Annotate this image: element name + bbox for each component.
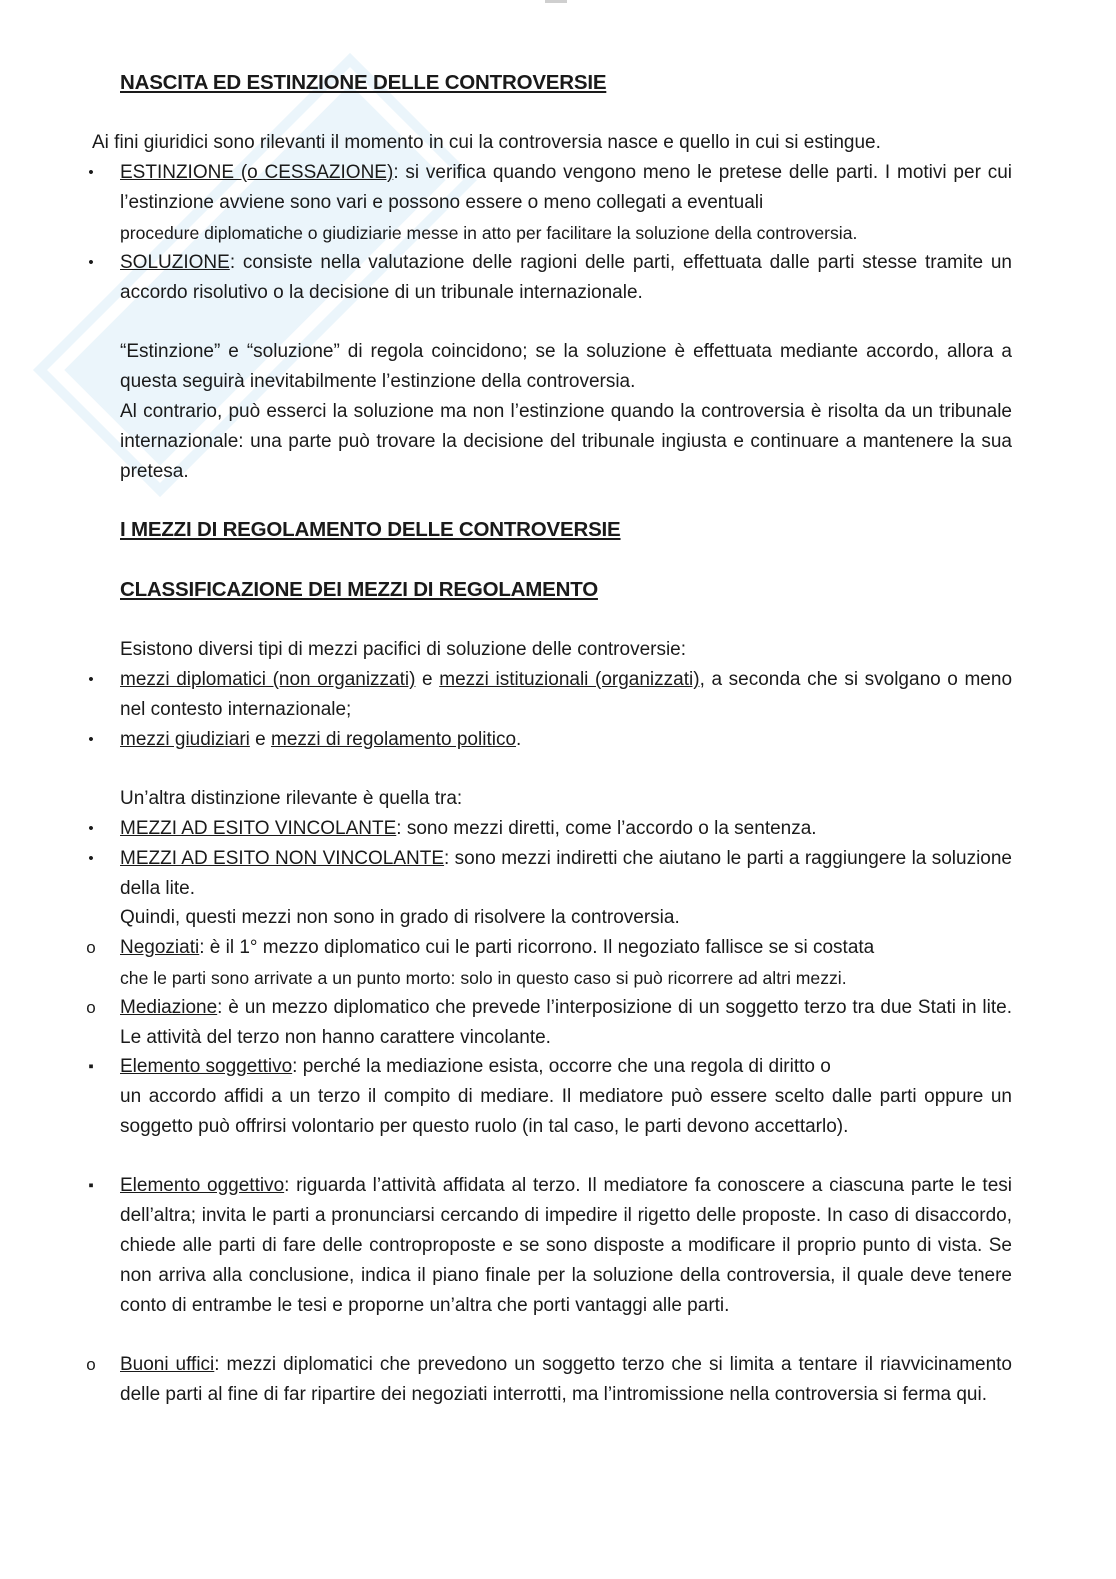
mezzi-diplomatici-text: , a seconda che si svolgano o meno nel contesto internazionale; bbox=[120, 669, 1013, 720]
estinzione-item bbox=[120, 158, 1012, 218]
non-vincolante-text: : sono mezzi indiretti che aiutano le parti a raggiungere la soluzione della lite. bbox=[120, 848, 1012, 899]
term-negoziati: Negoziati bbox=[120, 937, 200, 958]
term-mezzi-istituzionali: mezzi istituzionali (organizzati) bbox=[439, 669, 700, 690]
term-vincolante: MEZZI AD ESITO VINCOLANTE bbox=[120, 818, 397, 839]
negoziati-item bbox=[120, 933, 1012, 963]
elemento-soggettivo-continued: un accordo affidi a un terzo il compito di mediare. Il mediatore può essere scelto dalle parti oppure un soggetto può offrirsi volontario per questo ruolo (in tal caso, le parti devono accettarlo). bbox=[120, 1086, 1012, 1137]
estinzione-term: ESTINZIONE (o CESSAZIONE) bbox=[120, 162, 394, 183]
term-regolamento-politico: mezzi di regolamento politico bbox=[271, 729, 517, 750]
negoziati-text-continued: che le parti sono arrivate a un punto morto: solo in questo caso si può ricorrere ad altri mezzi. bbox=[120, 968, 847, 988]
soluzione-item bbox=[120, 248, 1012, 308]
bullet-circle: o bbox=[86, 938, 96, 957]
buoni-uffici-item bbox=[120, 1350, 1012, 1410]
intro-paragraph: Ai fini giuridici sono rilevanti il momento in cui la controversia nasce e quello in cui si estingue. bbox=[92, 132, 881, 153]
mediazione-text: : è un mezzo diplomatico che prevede l’interposizione di un soggetto terzo tra due Stati in lite. Le attività del terzo non hanno carattere vincolante. bbox=[120, 997, 1012, 1048]
elemento-soggettivo-text: : perché la mediazione esista, occorre che una regola di diritto o bbox=[292, 1056, 831, 1077]
mediazione-item bbox=[120, 993, 1012, 1053]
term-elemento-soggettivo: Elemento soggettivo bbox=[120, 1056, 293, 1077]
bullet-dot: • bbox=[88, 254, 94, 271]
connector-text: e bbox=[249, 729, 271, 750]
bullet-dot: • bbox=[88, 731, 94, 748]
mezzi-diplomatici-item bbox=[120, 665, 1012, 725]
soluzione-text: : consiste nella valutazione delle ragioni delle parti, effettuata dalle parti stesse tramite un accordo risolutivo o la decisione di un tribunale internazionale. bbox=[120, 252, 1012, 303]
connector-text: e bbox=[415, 669, 440, 690]
section-heading-nascita: NASCITA ED ESTINZIONE DELLE CONTROVERSIE bbox=[120, 71, 607, 94]
term-elemento-oggettivo: Elemento oggettivo bbox=[120, 1175, 285, 1196]
bullet-dot: • bbox=[88, 164, 94, 181]
bullet-dot: • bbox=[88, 820, 94, 837]
header-mark bbox=[545, 0, 567, 3]
non-vincolante-conclusion: Quindi, questi mezzi non sono in grado di risolvere la controversia. bbox=[120, 907, 680, 928]
term-mezzi-giudiziari: mezzi giudiziari bbox=[120, 729, 250, 750]
negoziati-text: : è il 1° mezzo diplomatico cui le parti ricorrono. Il negoziato fallisce se si costata bbox=[199, 937, 875, 958]
bullet-dot: • bbox=[88, 671, 94, 688]
paragraph-estinzione-soluzione: “Estinzione” e “soluzione” di regola coincidono; se la soluzione è effettuata mediante accordo, allora a questa seguirà inevitabilmente l’estinzione della controversia. bbox=[120, 341, 1012, 392]
elemento-oggettivo-text: : riguarda l’attività affidata al terzo. Il mediatore fa conoscere a ciascuna parte le tesi dell’altra; invita le parti a pronunciarsi cercando di impedire il rigetto delle proposte. In caso di disaccordo, chiede alle parti di fare delle controproposte e se sono disposte a modificare il proprio punto di vista. Se non arriva alla conclusione, indica il piano finale per la soluzione della controversia, il quale deve tenere conto di entrambe le tesi e proporne un’altra che porti vantaggi alle parti. bbox=[120, 1175, 1012, 1316]
term-mediazione: Mediazione bbox=[120, 997, 218, 1018]
non-vincolante-item bbox=[120, 844, 1012, 904]
classificazione-intro: Esistono diversi tipi di mezzi pacifici di soluzione delle controversie: bbox=[120, 639, 687, 660]
estinzione-text: : si verifica quando vengono meno le pretese delle parti. I motivi per cui l’estinzione avviene sono vari e possono essere o meno collegati a eventuali bbox=[120, 162, 1012, 213]
buoni-uffici-text: : mezzi diplomatici che prevedono un soggetto terzo che si limita a tentare il riavvicinamento delle parti al fine di far ripartire dei negoziati interrotti, ma l’intromissione nella controversia si ferma qui. bbox=[120, 1354, 1012, 1405]
mezzi-giudiziari-item bbox=[120, 725, 1012, 755]
bullet-square: ▪ bbox=[88, 1058, 94, 1075]
vincolante-item bbox=[120, 814, 1012, 844]
period-text: . bbox=[516, 729, 522, 750]
term-non-vincolante: MEZZI AD ESITO NON VINCOLANTE bbox=[120, 848, 445, 869]
distinzione-intro: Un’altra distinzione rilevante è quella tra: bbox=[120, 788, 463, 809]
section-heading-classificazione: CLASSIFICAZIONE DEI MEZZI DI REGOLAMENTO bbox=[120, 578, 598, 601]
elemento-soggettivo-item bbox=[120, 1052, 1012, 1082]
bullet-circle: o bbox=[86, 998, 96, 1017]
estinzione-text-continued: procedure diplomatiche o giudiziarie messe in atto per facilitare la soluzione della controversia. bbox=[120, 223, 858, 243]
bullet-square: ▪ bbox=[88, 1177, 94, 1194]
bullet-dot: • bbox=[88, 850, 94, 867]
vincolante-text: : sono mezzi diretti, come l’accordo o la sentenza. bbox=[396, 818, 817, 839]
paragraph-al-contrario: Al contrario, può esserci la soluzione ma non l’estinzione quando la controversia è risolta da un tribunale internazionale: una parte può trovare la decisione del tribunale ingiusta e continuare a mantenere la sua pretesa. bbox=[120, 401, 1012, 482]
bullet-circle: o bbox=[86, 1355, 96, 1374]
term-mezzi-diplomatici: mezzi diplomatici (non organizzati) bbox=[120, 669, 416, 690]
soluzione-term: SOLUZIONE bbox=[120, 252, 230, 273]
term-buoni-uffici: Buoni uffici bbox=[120, 1354, 215, 1375]
elemento-oggettivo-item bbox=[120, 1171, 1012, 1321]
section-heading-mezzi: I MEZZI DI REGOLAMENTO DELLE CONTROVERSIE bbox=[120, 518, 621, 541]
